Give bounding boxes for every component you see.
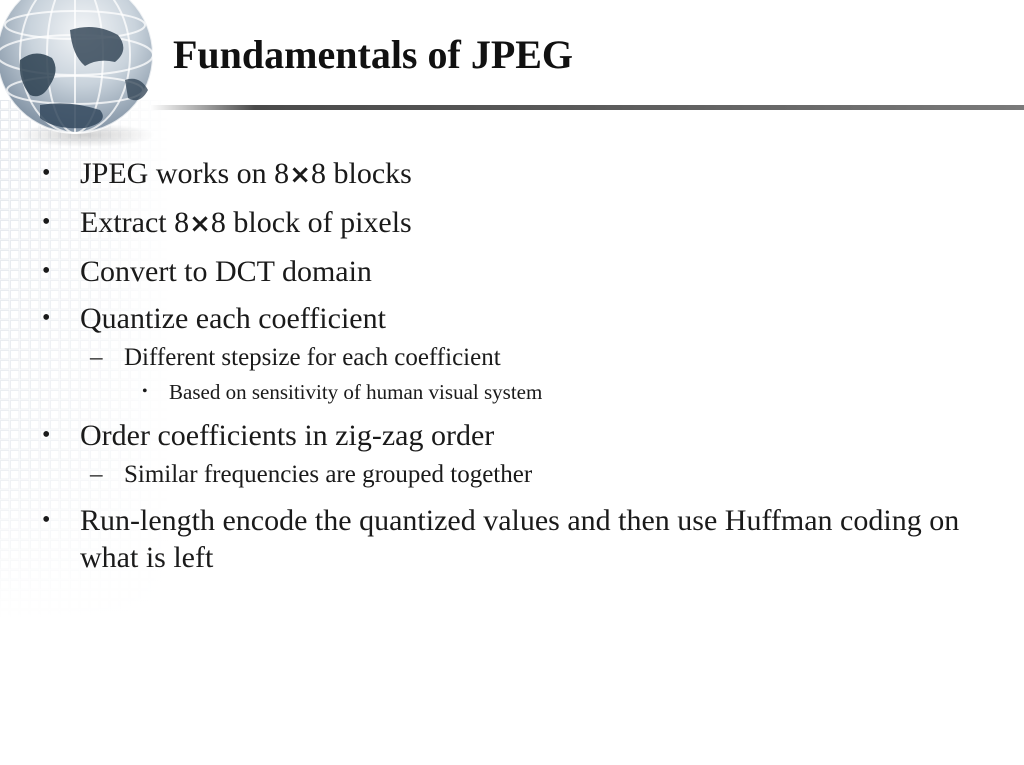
bullet-dot: • [42,507,51,533]
bullet-list [40,155,1000,586]
list-item-text: Run-length encode the quantized values and then use Huffman coding on what is left [80,504,960,574]
title-divider [150,104,1024,112]
list-item-text: Quantize each coefficient [80,302,386,335]
en-dash: – [90,461,103,488]
list-item [40,204,1000,243]
sub-list-item [40,460,1000,490]
list-item [40,253,1000,290]
sub-sub-list-item [40,379,1000,405]
list-item [40,300,1000,337]
bullet-dot: • [42,209,51,235]
globe-icon [0,0,160,150]
list-item-text: JPEG works on 8×8 blocks [80,157,412,190]
list-item-text: Extract 8×8 block of pixels [80,206,412,239]
slide-title: Fundamentals of JPEG [173,32,574,77]
sub-list-item [40,343,1000,373]
sub-sub-list-item-text: Based on sensitivity of human visual system [169,380,543,404]
list-item-text: Convert to DCT domain [80,255,372,288]
sub-list-item-text: Similar frequencies are grouped together [124,461,533,488]
bullet-dot: • [42,160,51,186]
list-item [40,417,1000,454]
list-item [40,155,1000,194]
bullet-dot: • [142,383,148,400]
en-dash: – [90,344,103,371]
list-item-text: Order coefficients in zig-zag order [80,419,495,452]
bullet-dot: • [42,305,51,331]
bullet-dot: • [42,258,51,284]
list-item [40,502,1000,576]
sub-list-item-text: Different stepsize for each coefficient [124,344,501,371]
bullet-dot: • [42,422,51,448]
